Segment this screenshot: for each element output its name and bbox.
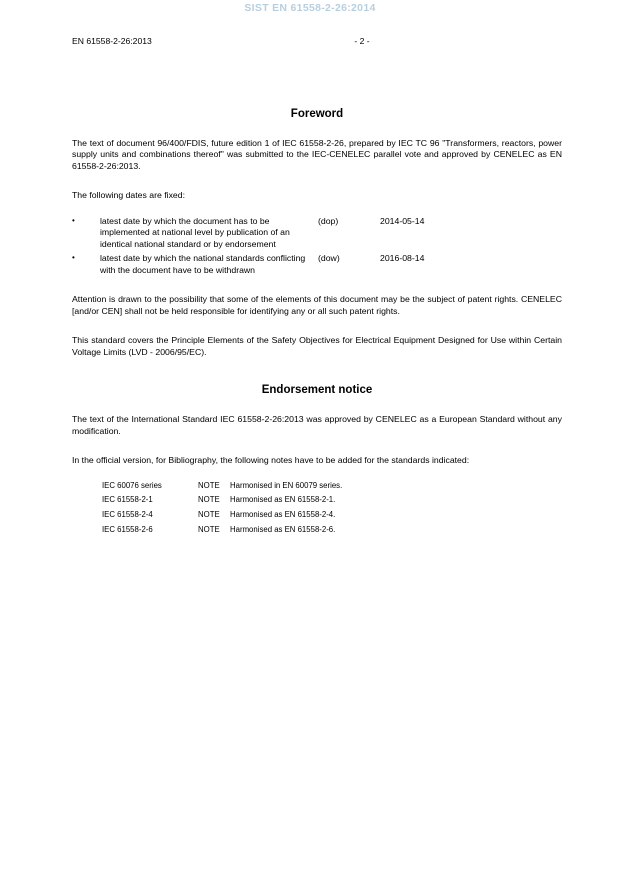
note-keyword: NOTE <box>198 480 220 490</box>
foreword-paragraph-3: This standard covers the Principle Elements of the Safety Objectives for Electrical Equipment Designed for Use within Certain Voltage Limits (LVD - 2006/95/EC). <box>72 335 562 357</box>
note-text: Harmonised in EN 60079 series. <box>230 480 343 490</box>
foreword-paragraph-1: The text of document 96/400/FDIS, future edition 1 of IEC 61558-2-26, prepared by IEC TC 96 "Transformers, reactors, power supply units and combinations thereof" was submitted to the IEC-CENELEC parallel vote and approved by CENELEC as EN 61558-2-26:2013. <box>72 138 562 171</box>
watermark-text: SIST EN 61558-2-26:2014 <box>244 2 376 14</box>
running-header <box>72 36 562 46</box>
list-item <box>72 253 562 276</box>
foreword-paragraph-2: Attention is drawn to the possibility that some of the elements of this document may be the subject of patent rights. CENELEC [and/or CEN] shall not be held responsible for identifying any or all such patent rights. <box>72 294 562 316</box>
note-standard: IEC 61558-2-4 <box>102 510 153 520</box>
date-code: (dow) <box>318 253 340 264</box>
bullet-icon: • <box>72 253 75 263</box>
list-item <box>72 216 562 250</box>
harmonisation-notes-table <box>102 481 342 540</box>
note-text: Harmonised as EN 61558-2-4. <box>230 510 336 520</box>
date-value: 2014-05-14 <box>380 215 425 226</box>
endorsement-paragraph-1: The text of the International Standard IEC 61558-2-26:2013 was approved by CENELEC as a European Standard without any modification. <box>72 414 562 436</box>
table-row <box>102 481 342 496</box>
note-text: Harmonised as EN 61558-2-1. <box>230 495 336 505</box>
note-keyword: NOTE <box>198 495 220 505</box>
note-standard: IEC 61558-2-6 <box>102 524 153 534</box>
date-code: (dop) <box>318 215 339 226</box>
foreword-heading: Foreword <box>290 108 344 120</box>
foreword-dates-intro: The following dates are fixed: <box>72 190 186 201</box>
page-content <box>72 36 562 540</box>
note-standard: IEC 60076 series <box>102 480 162 490</box>
note-keyword: NOTE <box>198 510 220 520</box>
header-page-number: - 2 - <box>354 36 370 46</box>
table-row <box>102 495 342 510</box>
table-row <box>102 510 342 525</box>
note-keyword: NOTE <box>198 524 220 534</box>
note-standard: IEC 61558-2-1 <box>102 495 153 505</box>
date-description: latest date by which the national standards conflicting with the document have to be withdrawn <box>100 253 306 275</box>
table-row <box>102 525 342 540</box>
header-document-id: EN 61558-2-26:2013 <box>72 36 152 46</box>
date-value: 2016-08-14 <box>380 253 425 264</box>
fixed-dates-list <box>72 216 562 276</box>
bullet-icon: • <box>72 215 75 225</box>
date-description: latest date by which the document has to be implemented at national level by publication of an identical national standard or by endorsement <box>100 215 290 249</box>
note-text: Harmonised as EN 61558-2-6. <box>230 524 336 534</box>
endorsement-heading: Endorsement notice <box>261 384 373 397</box>
endorsement-paragraph-2: In the official version, for Bibliography, the following notes have to be added for the standards indicated: <box>72 455 470 466</box>
